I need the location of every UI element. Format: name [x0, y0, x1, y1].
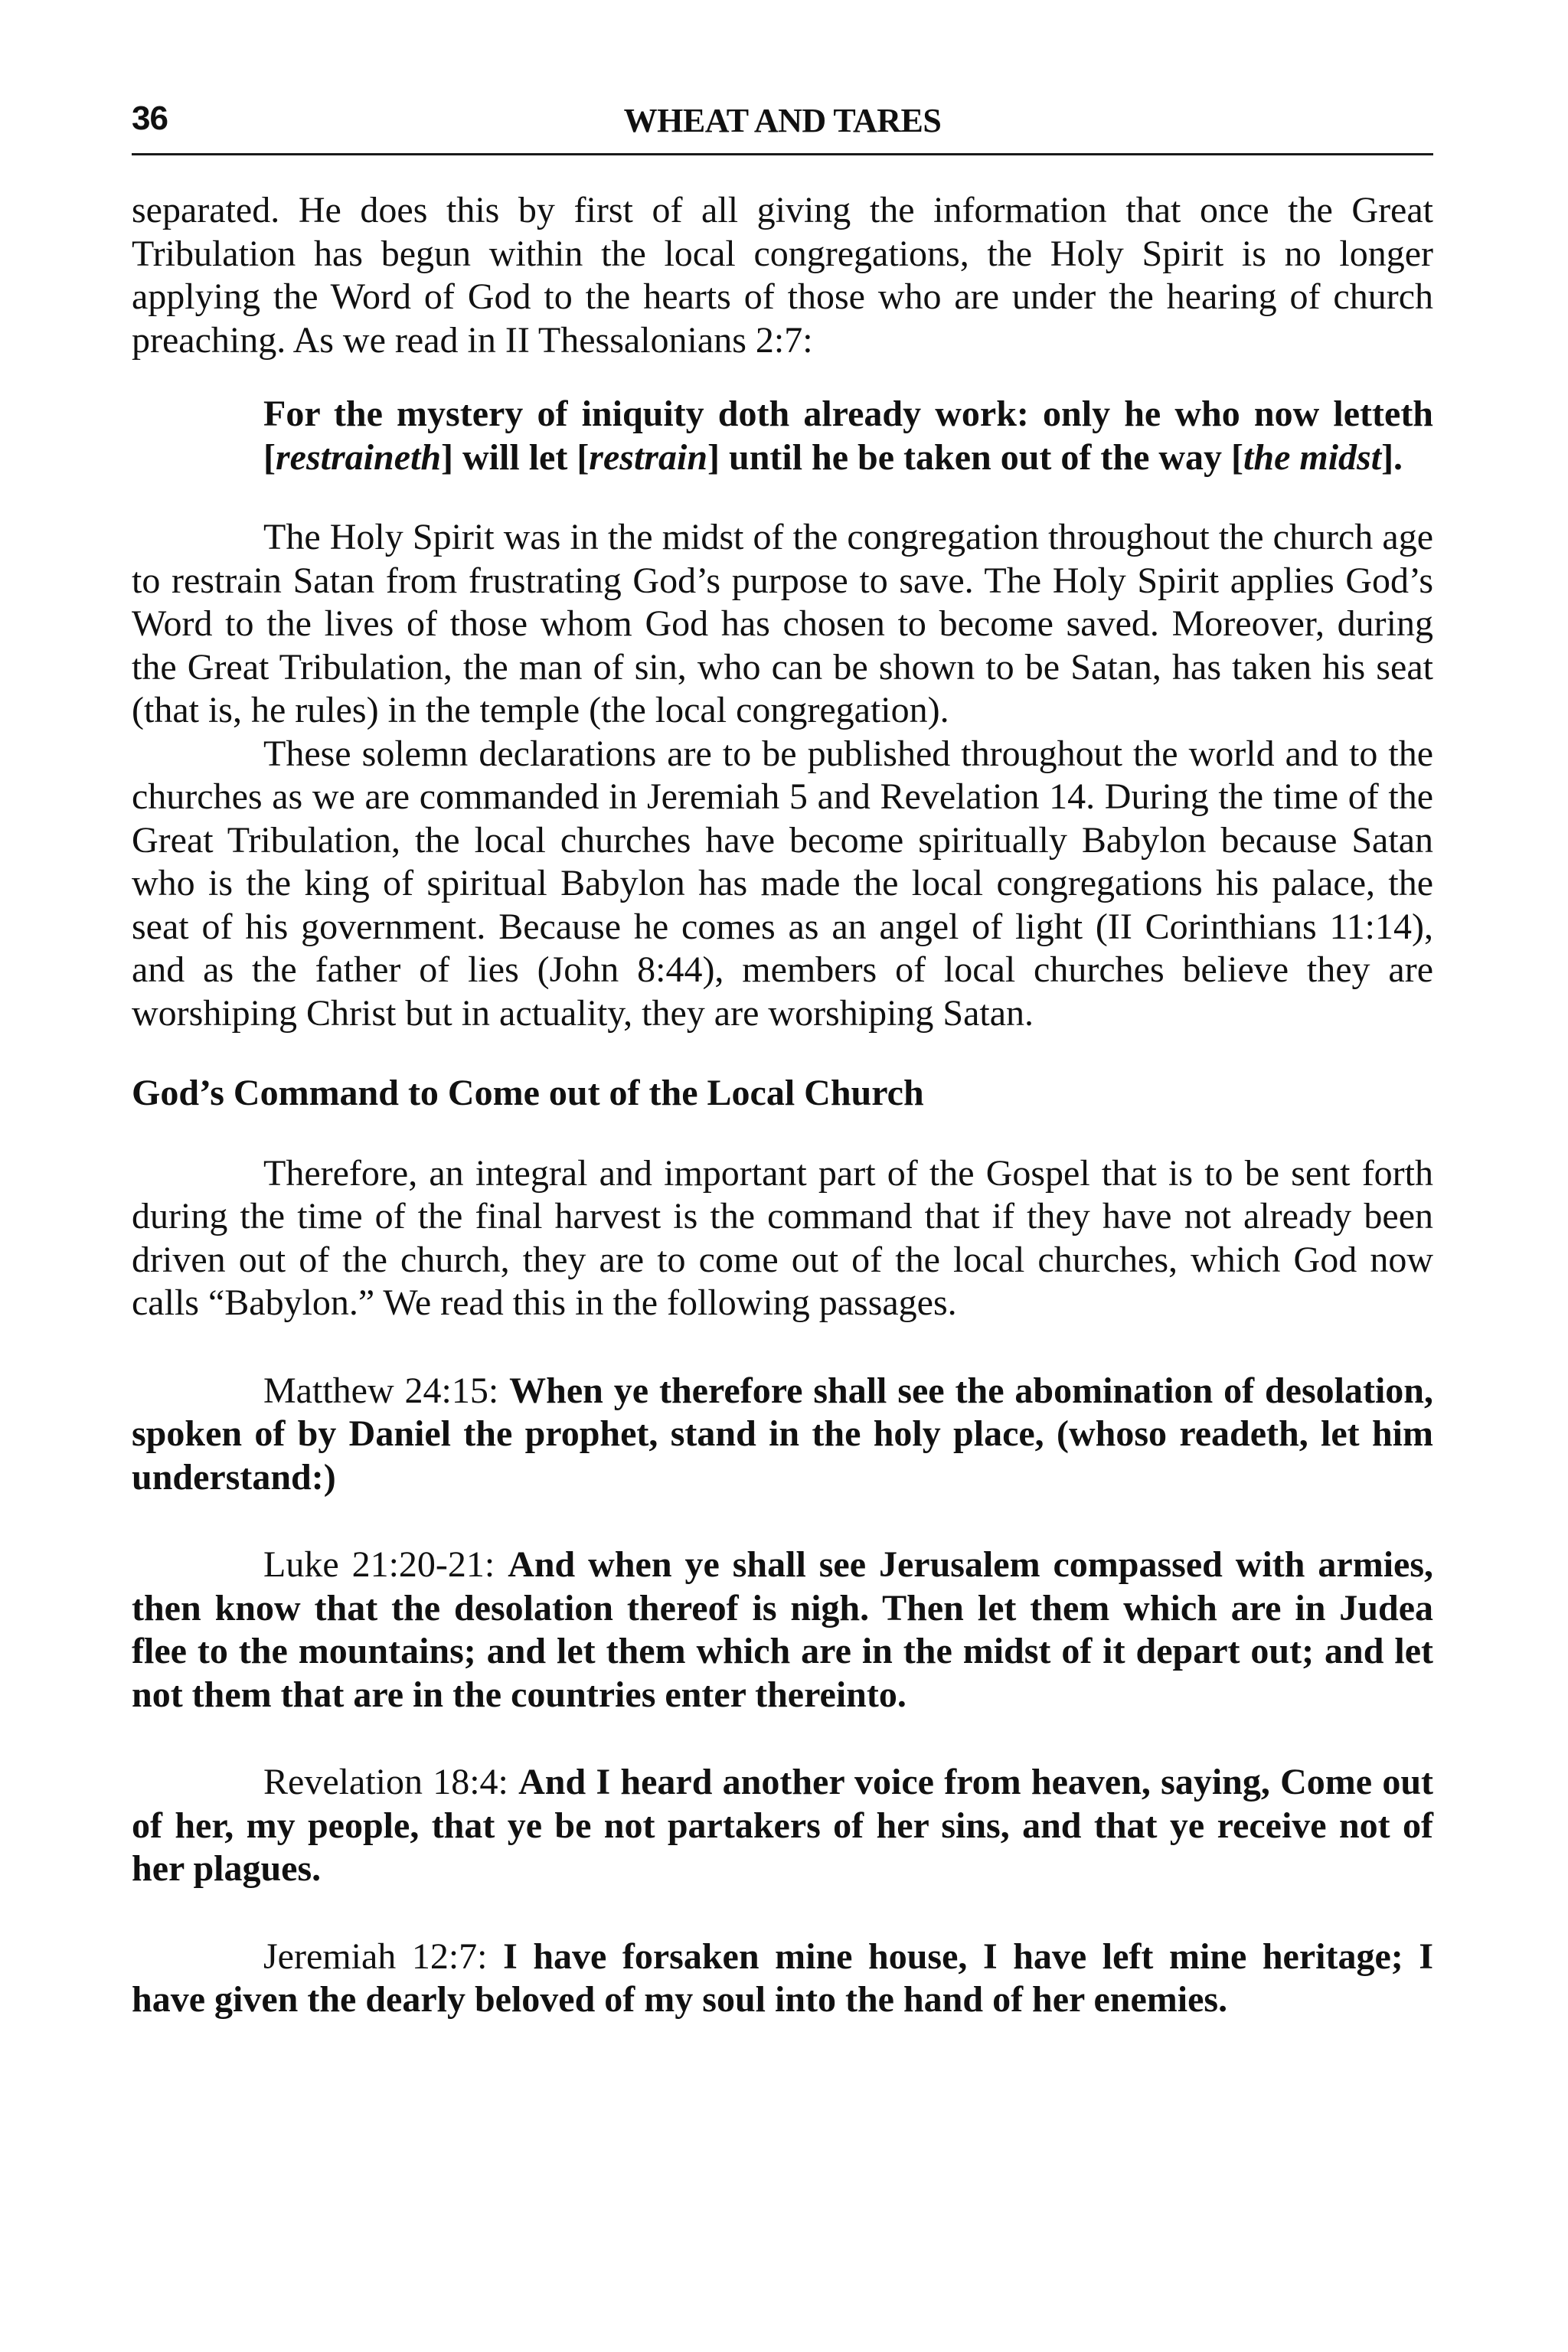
quote-bracket-italic: restrain [589, 436, 708, 478]
verse-text: When ye therefore shall see the abomination of desolation, spoken of by Daniel the prophet, stand in the holy place, (whoso readeth, let him understand:) [132, 1370, 1434, 1498]
book-title: WHEAT AND TARES [623, 102, 942, 139]
running-header [132, 90, 1433, 155]
book-page [132, 90, 1433, 2022]
verse-reference: Jeremiah 12:7: [263, 1936, 488, 1977]
verse-jeremiah [132, 1936, 1433, 2022]
paragraph-holy-spirit: The Holy Spirit was in the midst of the congregation throughout the church age to restrain Satan from frustrating God’s purpose to save. The Holy Spirit applies God’s Word to the lives of those whom God has chosen to become saved. Moreover, during the Great Tribulation, the man of sin, who can be shown to be Satan, has taken his seat (that is, he rules) in the temple (the local congregation). [132, 517, 1433, 730]
verse-luke [132, 1544, 1433, 1717]
quote-bracket-italic: restraineth [275, 436, 442, 478]
verse-reference: Luke 21:20-21: [263, 1544, 495, 1585]
verse-matthew [132, 1370, 1433, 1500]
quote-text-part: ] will let [ [441, 436, 590, 478]
quote-text-part: For the mystery of iniquity doth already work: only he who now letteth [ [263, 394, 1433, 478]
verse-revelation [132, 1761, 1433, 1891]
paragraph-integral-part: Therefore, an integral and important part of the Gospel that is to be sent forth during the time of the final harvest is the command that if they have not already been driven out of the church, they are to come out of the local churches, which God now calls “Babylon.” We read this in the following passages. [132, 1152, 1433, 1323]
page-number: 36 [132, 100, 168, 137]
verse-reference: Revelation 18:4: [263, 1762, 508, 1802]
quote-bracket-italic: the midst [1243, 436, 1382, 478]
quote-text-part: ] until he be taken out of the way [ [707, 436, 1244, 478]
scripture-quote-thessalonians [263, 393, 1433, 479]
section-heading: God’s Command to Come out of the Local Church [132, 1073, 924, 1113]
paragraph-solemn-declarations: These solemn declarations are to be published throughout the world and to the churches as we are commanded in Jeremiah 5 and Revelation 14. During the time of the Great Tribulation, the local churches have become spiritually Babylon because Satan who is the king of spiritual Babylon has made the local congregations his palace, the seat of his government. Because he comes as an angel of light (II Corinthians 11:14), and as the father of lies (John 8:44), members of local churches believe they are worshiping Christ but in actuality, they are worshiping Satan. [132, 733, 1433, 1034]
paragraph-continuation: separated. He does this by first of all giving the information that once the Great Tribulation has begun within the local congregations, the Holy Spirit is no longer applying the Word of God to the hearts of those who are under the hearing of church preaching. As we read in II Thessalonians 2:7: [132, 190, 1433, 361]
verse-text: I have forsaken mine house, I have left mine heritage; I have given the dearly beloved of my soul into the hand of her enemies. [132, 1936, 1434, 2020]
verse-text: And I heard another voice from heaven, saying, Come out of her, my people, that ye be not partakers of her sins, and that ye receive not of her plagues. [132, 1762, 1434, 1889]
verse-text: And when ye shall see Jerusalem compassed with armies, then know that the desolation thereof is nigh. Then let them which are in Judea flee to the mountains; and let them which are in the midst of it depart out; and let not them that are in the countries enter thereinto. [132, 1544, 1434, 1715]
verse-reference: Matthew 24:15: [263, 1370, 499, 1411]
quote-text-part: ]. [1381, 436, 1403, 478]
body-text [132, 189, 1433, 2022]
